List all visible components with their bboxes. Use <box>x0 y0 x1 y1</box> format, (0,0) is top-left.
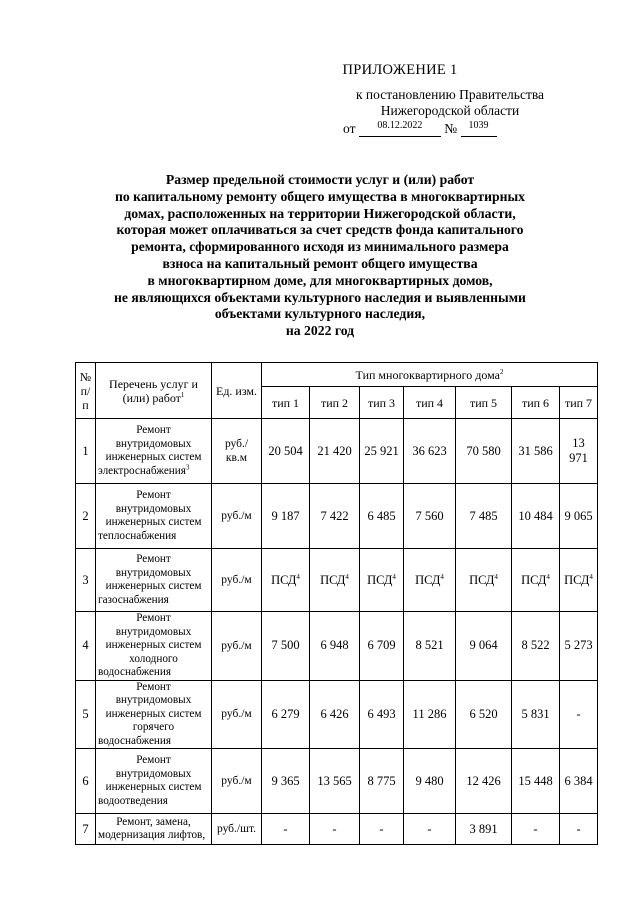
resolution-number: 1039 <box>468 120 489 131</box>
cost-value: 5 273 <box>560 612 598 681</box>
cost-value: 11 286 <box>404 680 456 749</box>
heading-line: в многоквартирном доме, для многоквартирных домов, <box>147 272 493 288</box>
cost-value: 7 500 <box>262 612 310 681</box>
type-header: тип 5 <box>456 387 512 419</box>
unit: руб./м <box>212 484 262 549</box>
work-description: Ремонт внутридомовых инженерных систем газоснабжения <box>96 549 212 612</box>
col-no-header: № п/п <box>76 363 96 419</box>
cost-value: - <box>560 814 598 845</box>
cost-value: 6 948 <box>310 612 360 681</box>
type-header: тип 7 <box>560 387 598 419</box>
unit: руб./м <box>212 612 262 681</box>
row-number: 2 <box>76 484 96 549</box>
cost-value: 8 521 <box>404 612 456 681</box>
heading-line: на 2022 год <box>285 323 355 339</box>
cost-value: ПСД$^4$ <box>310 549 360 612</box>
cost-value: 7 485 <box>456 484 512 549</box>
table-row <box>76 680 598 749</box>
date-field <box>359 122 441 137</box>
heading-line: не являющихся объектами культурного наследия и выявленными <box>114 289 526 305</box>
cost-value: 20 504 <box>262 419 310 484</box>
number-field <box>461 122 497 137</box>
heading-line: которая может оплачиваться за счет средств фонда капитального <box>116 222 524 238</box>
cost-value: 36 623 <box>404 419 456 484</box>
cost-value: ПСД$^4$ <box>404 549 456 612</box>
table-row <box>76 749 598 814</box>
cost-value: 15 448 <box>512 749 560 814</box>
row-number: 1 <box>76 419 96 484</box>
work-description: Ремонт внутридомовых инженерных систем электроснабжения$^3$ <box>96 419 212 484</box>
work-description: Ремонт внутридомовых инженерных систем водоотведения <box>96 749 212 814</box>
cost-value: 13 971 <box>560 419 598 484</box>
cost-value: 8 522 <box>512 612 560 681</box>
unit: руб./ кв.м <box>212 419 262 484</box>
work-description: Ремонт, замена, модернизация лифтов, <box>96 814 212 845</box>
cost-value: 10 484 <box>512 484 560 549</box>
resolution-ref-line2: Нижегородской области <box>380 103 520 118</box>
cost-value: 6 520 <box>456 680 512 749</box>
cost-value: 6 384 <box>560 749 598 814</box>
cost-value: 6 426 <box>310 680 360 749</box>
table-row <box>76 814 598 845</box>
cost-value: 6 485 <box>360 484 404 549</box>
date-label: от <box>343 121 356 136</box>
heading-line: объектами культурного наследия, <box>214 306 426 322</box>
heading-line: взноса на капитальный ремонт общего имущества <box>162 255 478 271</box>
col-work-header: Перечень услуг и (или) работ$^1$ <box>96 363 212 419</box>
work-description: Ремонт внутридомовых инженерных систем горячего водоснабжения <box>96 680 212 749</box>
cost-value: - <box>512 814 560 845</box>
cost-value: - <box>560 680 598 749</box>
row-number: 6 <box>76 749 96 814</box>
cost-value: 7 560 <box>404 484 456 549</box>
unit: руб./м <box>212 749 262 814</box>
cost-value: 9 064 <box>456 612 512 681</box>
cost-value: 70 580 <box>456 419 512 484</box>
type-header: тип 1 <box>262 387 310 419</box>
unit: руб./м <box>212 680 262 749</box>
cost-value: 9 187 <box>262 484 310 549</box>
unit: руб./шт. <box>212 814 262 845</box>
type-header: тип 4 <box>404 387 456 419</box>
heading-line: Размер предельной стоимости услуг и (или) работ <box>165 172 475 187</box>
cost-value: 7 422 <box>310 484 360 549</box>
col-type-group-header: Тип многоквартирного дома$^2$ <box>262 363 598 387</box>
table-row <box>76 549 598 612</box>
cost-value: ПСД$^4$ <box>560 549 598 612</box>
heading-line: ремонта, сформированного исходя из минимального размера <box>131 239 509 255</box>
cost-value: - <box>404 814 456 845</box>
cost-value: 13 565 <box>310 749 360 814</box>
table-row <box>76 612 598 681</box>
cost-value: ПСД$^4$ <box>262 549 310 612</box>
cost-value: 6 279 <box>262 680 310 749</box>
cost-value: 25 921 <box>360 419 404 484</box>
work-description: Ремонт внутридомовых инженерных систем теплоснабжения <box>96 484 212 549</box>
type-header: тип 2 <box>310 387 360 419</box>
type-header: тип 3 <box>360 387 404 419</box>
cost-value: 5 831 <box>512 680 560 749</box>
work-description: Ремонт внутридомовых инженерных систем холодного водоснабжения <box>96 612 212 681</box>
appendix-title: ПРИЛОЖЕНИЕ 1 <box>342 62 458 78</box>
resolution-date-number <box>343 121 497 137</box>
cost-value: - <box>360 814 404 845</box>
cost-value: ПСД$^4$ <box>512 549 560 612</box>
cost-value: ПСД$^4$ <box>456 549 512 612</box>
cost-value: 6 493 <box>360 680 404 749</box>
table-row <box>76 419 598 484</box>
table-row <box>76 484 598 549</box>
row-number: 7 <box>76 814 96 845</box>
resolution-ref-line1: к постановлению Правительства <box>355 87 545 102</box>
cost-value: 8 775 <box>360 749 404 814</box>
cost-value: 21 420 <box>310 419 360 484</box>
cost-value: 31 586 <box>512 419 560 484</box>
heading-line: домах, расположенных на территории Нижегородской области, <box>124 205 516 221</box>
cost-value: 3 891 <box>456 814 512 845</box>
heading-line: по капитальному ремонту общего имущества в многоквартирных <box>114 188 525 204</box>
cost-value: - <box>310 814 360 845</box>
cost-value: ПСД$^4$ <box>360 549 404 612</box>
resolution-date: 08.12.2022 <box>377 120 423 131</box>
cost-value: 9 480 <box>404 749 456 814</box>
cost-value: 6 709 <box>360 612 404 681</box>
cost-value: - <box>262 814 310 845</box>
unit: руб./м <box>212 549 262 612</box>
cost-table <box>75 362 598 845</box>
type-header: тип 6 <box>512 387 560 419</box>
col-unit-header: Ед. изм. <box>212 363 262 419</box>
cost-value: 9 365 <box>262 749 310 814</box>
row-number: 3 <box>76 549 96 612</box>
row-number: 5 <box>76 680 96 749</box>
row-number: 4 <box>76 612 96 681</box>
number-label: № <box>444 121 458 136</box>
document-heading <box>80 172 560 340</box>
cost-value: 12 426 <box>456 749 512 814</box>
cost-value: 9 065 <box>560 484 598 549</box>
